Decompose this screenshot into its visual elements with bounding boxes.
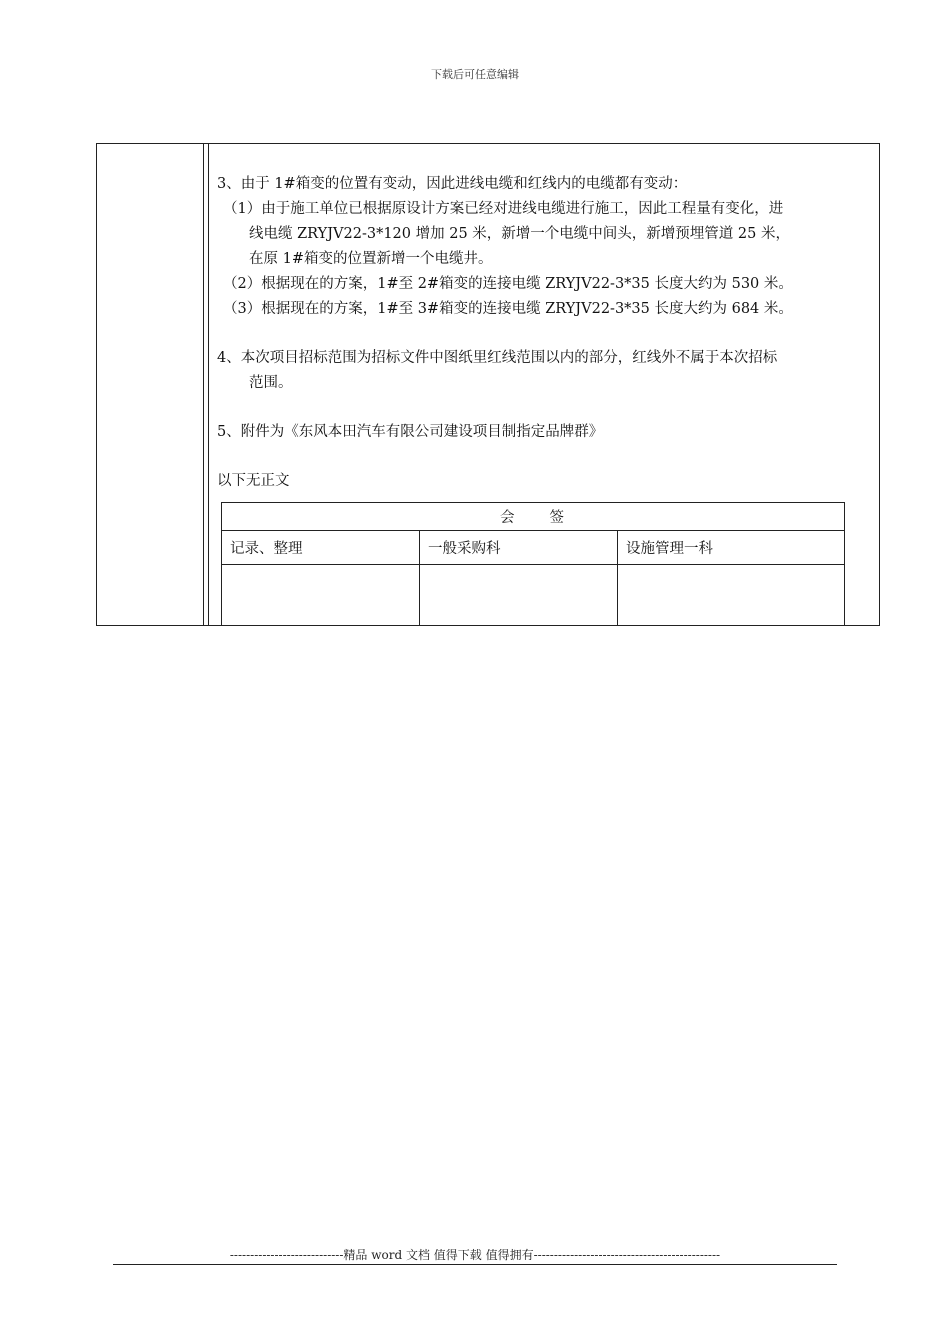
item-3-1-line-1: （1）由于施工单位已根据原设计方案已经对进线电缆进行施工，因此工程量有变化，进 <box>223 201 784 217</box>
memo-content <box>217 172 877 494</box>
countersign-table <box>221 502 845 626</box>
item-3-3: （3）根据现在的方案，1#至 3#箱变的连接电缆 ZRYJV22-3*35 长度大约为 684 米。 <box>223 301 793 317</box>
footer-text: ----------------------------精品 word 文档 值得下载 值得拥有---------------------------------------------- <box>229 1248 721 1262</box>
signature-cell-procurement <box>420 565 618 626</box>
item-3-1-line-3: 在原 1#箱变的位置新增一个电缆井。 <box>249 251 493 267</box>
memo-table <box>96 143 880 626</box>
item-3-2: （2）根据现在的方案，1#至 2#箱变的连接电缆 ZRYJV22-3*35 长度大约为 530 米。 <box>223 276 793 292</box>
header-note: 下载后可任意编辑 <box>431 68 519 81</box>
item-5: 5、附件为《东风本田汽车有限公司建设项目制指定品牌群》 <box>217 424 604 440</box>
signature-cell-records <box>222 565 420 626</box>
signature-cell-facilities <box>618 565 845 626</box>
label-column <box>97 144 204 625</box>
column-header-facilities: 设施管理一科 <box>618 531 845 565</box>
column-header-records: 记录、整理 <box>222 531 420 565</box>
item-3-1-line-2: 线电缆 ZRYJV22-3*120 增加 25 米，新增一个电缆中间头，新增预埋管道 25 米， <box>249 226 790 242</box>
item-4-line-2: 范围。 <box>249 375 293 391</box>
closing-note: 以下无正文 <box>217 473 290 489</box>
column-header-procurement: 一般采购科 <box>420 531 618 565</box>
item-3: 3、由于 1#箱变的位置有变动，因此进线电缆和红线内的电缆都有变动： <box>217 176 688 192</box>
countersign-title: 会 签 <box>222 503 845 531</box>
column-divider <box>208 144 209 625</box>
footer-rule <box>113 1264 837 1265</box>
item-4-line-1: 4、本次项目招标范围为招标文件中图纸里红线范围以内的部分，红线外不属于本次招标 <box>217 350 778 366</box>
